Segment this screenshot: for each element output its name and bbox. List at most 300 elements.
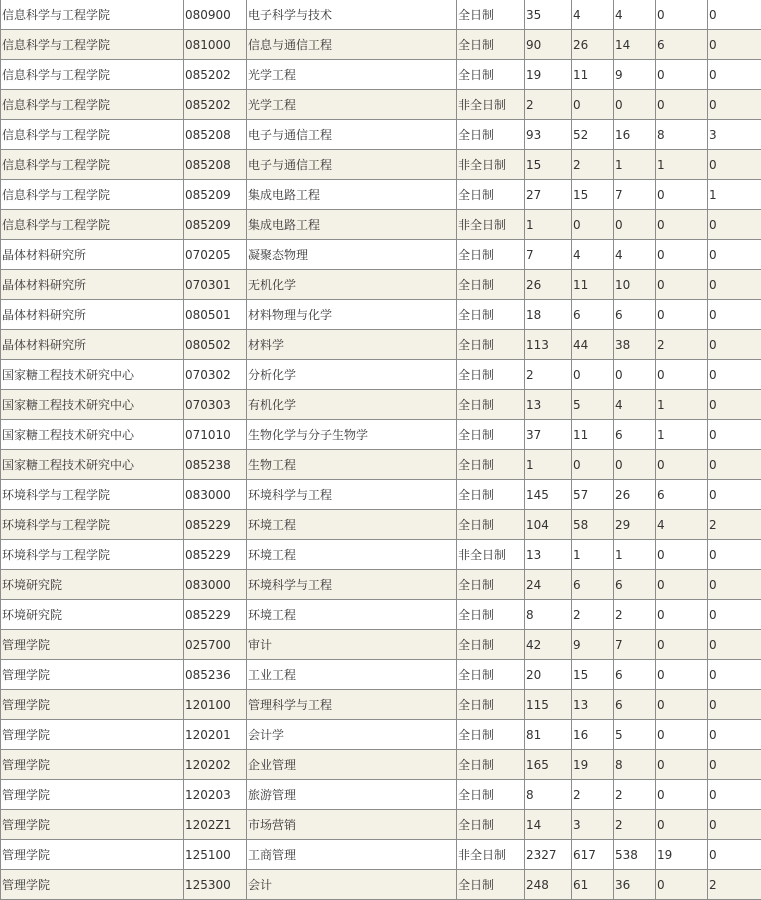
table-body — [1, 0, 761, 900]
count-cell-3: 4 — [614, 240, 656, 270]
count-cell-3: 5 — [614, 720, 656, 750]
table-row — [1, 120, 761, 150]
study-mode-cell: 全日制 — [457, 240, 525, 270]
major-name-cell: 环境科学与工程 — [247, 480, 457, 510]
count-cell-1: 1 — [525, 210, 572, 240]
count-cell-5: 0 — [708, 540, 761, 570]
major-name-cell: 生物工程 — [247, 450, 457, 480]
major-code-cell: 125100 — [184, 840, 247, 870]
count-cell-3: 36 — [614, 870, 656, 900]
count-cell-5: 0 — [708, 810, 761, 840]
study-mode-cell: 全日制 — [457, 300, 525, 330]
count-cell-2: 26 — [572, 30, 614, 60]
count-cell-4: 0 — [656, 780, 708, 810]
table-row — [1, 300, 761, 330]
college-cell: 信息科学与工程学院 — [1, 120, 184, 150]
count-cell-1: 7 — [525, 240, 572, 270]
study-mode-cell: 非全日制 — [457, 540, 525, 570]
study-mode-cell: 全日制 — [457, 270, 525, 300]
count-cell-2: 16 — [572, 720, 614, 750]
table-row — [1, 570, 761, 600]
count-cell-5: 0 — [708, 60, 761, 90]
count-cell-5: 0 — [708, 630, 761, 660]
major-code-cell: 025700 — [184, 630, 247, 660]
count-cell-2: 6 — [572, 300, 614, 330]
major-code-cell: 120203 — [184, 780, 247, 810]
college-cell: 信息科学与工程学院 — [1, 210, 184, 240]
study-mode-cell: 全日制 — [457, 750, 525, 780]
count-cell-2: 44 — [572, 330, 614, 360]
count-cell-5: 0 — [708, 360, 761, 390]
table-row — [1, 540, 761, 570]
count-cell-3: 2 — [614, 780, 656, 810]
count-cell-1: 27 — [525, 180, 572, 210]
count-cell-5: 0 — [708, 480, 761, 510]
major-code-cell: 083000 — [184, 480, 247, 510]
count-cell-3: 10 — [614, 270, 656, 300]
study-mode-cell: 全日制 — [457, 780, 525, 810]
major-code-cell: 085229 — [184, 540, 247, 570]
major-name-cell: 市场营销 — [247, 810, 457, 840]
major-name-cell: 材料物理与化学 — [247, 300, 457, 330]
count-cell-3: 0 — [614, 360, 656, 390]
count-cell-5: 0 — [708, 690, 761, 720]
major-code-cell: 080502 — [184, 330, 247, 360]
major-code-cell: 085202 — [184, 90, 247, 120]
major-code-cell: 120100 — [184, 690, 247, 720]
count-cell-3: 38 — [614, 330, 656, 360]
major-code-cell: 085202 — [184, 60, 247, 90]
count-cell-4: 0 — [656, 60, 708, 90]
college-cell: 国家糖工程技术研究中心 — [1, 420, 184, 450]
table-row — [1, 660, 761, 690]
table-row — [1, 630, 761, 660]
college-cell: 国家糖工程技术研究中心 — [1, 450, 184, 480]
study-mode-cell: 全日制 — [457, 60, 525, 90]
count-cell-4: 1 — [656, 150, 708, 180]
count-cell-3: 26 — [614, 480, 656, 510]
count-cell-2: 617 — [572, 840, 614, 870]
study-mode-cell: 全日制 — [457, 420, 525, 450]
count-cell-4: 0 — [656, 360, 708, 390]
count-cell-2: 11 — [572, 60, 614, 90]
major-code-cell: 085229 — [184, 600, 247, 630]
count-cell-4: 19 — [656, 840, 708, 870]
count-cell-4: 0 — [656, 180, 708, 210]
major-name-cell: 企业管理 — [247, 750, 457, 780]
count-cell-4: 0 — [656, 660, 708, 690]
count-cell-2: 15 — [572, 660, 614, 690]
study-mode-cell: 全日制 — [457, 390, 525, 420]
count-cell-4: 0 — [656, 750, 708, 780]
count-cell-2: 15 — [572, 180, 614, 210]
table-row — [1, 720, 761, 750]
major-code-cell: 070302 — [184, 360, 247, 390]
study-mode-cell: 全日制 — [457, 0, 525, 30]
count-cell-4: 0 — [656, 720, 708, 750]
college-cell: 管理学院 — [1, 630, 184, 660]
college-cell: 信息科学与工程学院 — [1, 180, 184, 210]
count-cell-3: 29 — [614, 510, 656, 540]
table-row — [1, 450, 761, 480]
count-cell-1: 13 — [525, 390, 572, 420]
count-cell-2: 4 — [572, 240, 614, 270]
major-code-cell: 080501 — [184, 300, 247, 330]
count-cell-1: 145 — [525, 480, 572, 510]
major-name-cell: 环境工程 — [247, 540, 457, 570]
count-cell-4: 8 — [656, 120, 708, 150]
count-cell-1: 42 — [525, 630, 572, 660]
count-cell-4: 0 — [656, 270, 708, 300]
college-cell: 环境科学与工程学院 — [1, 510, 184, 540]
study-mode-cell: 全日制 — [457, 360, 525, 390]
count-cell-4: 0 — [656, 300, 708, 330]
college-cell: 管理学院 — [1, 660, 184, 690]
count-cell-1: 1 — [525, 450, 572, 480]
count-cell-4: 0 — [656, 570, 708, 600]
major-code-cell: 070303 — [184, 390, 247, 420]
count-cell-4: 0 — [656, 630, 708, 660]
count-cell-4: 4 — [656, 510, 708, 540]
major-code-cell: 1202Z1 — [184, 810, 247, 840]
major-code-cell: 085229 — [184, 510, 247, 540]
table-row — [1, 240, 761, 270]
count-cell-1: 2327 — [525, 840, 572, 870]
major-code-cell: 085208 — [184, 120, 247, 150]
count-cell-5: 0 — [708, 330, 761, 360]
count-cell-5: 1 — [708, 180, 761, 210]
count-cell-2: 0 — [572, 210, 614, 240]
major-name-cell: 集成电路工程 — [247, 210, 457, 240]
count-cell-3: 538 — [614, 840, 656, 870]
count-cell-4: 6 — [656, 30, 708, 60]
study-mode-cell: 非全日制 — [457, 840, 525, 870]
count-cell-3: 16 — [614, 120, 656, 150]
study-mode-cell: 非全日制 — [457, 210, 525, 240]
major-code-cell: 125300 — [184, 870, 247, 900]
count-cell-3: 8 — [614, 750, 656, 780]
count-cell-2: 4 — [572, 0, 614, 30]
count-cell-5: 0 — [708, 0, 761, 30]
major-name-cell: 电子与通信工程 — [247, 150, 457, 180]
major-name-cell: 有机化学 — [247, 390, 457, 420]
college-cell: 信息科学与工程学院 — [1, 60, 184, 90]
table-row — [1, 180, 761, 210]
count-cell-3: 14 — [614, 30, 656, 60]
major-code-cell: 085238 — [184, 450, 247, 480]
study-mode-cell: 全日制 — [457, 720, 525, 750]
major-code-cell: 120202 — [184, 750, 247, 780]
count-cell-4: 0 — [656, 90, 708, 120]
study-mode-cell: 全日制 — [457, 870, 525, 900]
count-cell-2: 19 — [572, 750, 614, 780]
count-cell-3: 4 — [614, 0, 656, 30]
count-cell-4: 1 — [656, 390, 708, 420]
count-cell-1: 8 — [525, 600, 572, 630]
count-cell-3: 4 — [614, 390, 656, 420]
college-cell: 管理学院 — [1, 690, 184, 720]
table-row — [1, 0, 761, 30]
count-cell-1: 104 — [525, 510, 572, 540]
count-cell-3: 2 — [614, 810, 656, 840]
count-cell-5: 0 — [708, 780, 761, 810]
study-mode-cell: 全日制 — [457, 480, 525, 510]
college-cell: 信息科学与工程学院 — [1, 150, 184, 180]
count-cell-1: 115 — [525, 690, 572, 720]
count-cell-5: 2 — [708, 510, 761, 540]
count-cell-2: 9 — [572, 630, 614, 660]
count-cell-1: 14 — [525, 810, 572, 840]
count-cell-1: 90 — [525, 30, 572, 60]
count-cell-5: 0 — [708, 210, 761, 240]
study-mode-cell: 全日制 — [457, 660, 525, 690]
major-name-cell: 信息与通信工程 — [247, 30, 457, 60]
count-cell-4: 0 — [656, 870, 708, 900]
college-cell: 环境科学与工程学院 — [1, 540, 184, 570]
study-mode-cell: 非全日制 — [457, 90, 525, 120]
count-cell-3: 6 — [614, 300, 656, 330]
table-row — [1, 870, 761, 900]
study-mode-cell: 全日制 — [457, 30, 525, 60]
count-cell-1: 37 — [525, 420, 572, 450]
count-cell-1: 2 — [525, 360, 572, 390]
count-cell-3: 1 — [614, 150, 656, 180]
study-mode-cell: 全日制 — [457, 690, 525, 720]
major-code-cell: 085209 — [184, 210, 247, 240]
count-cell-3: 0 — [614, 90, 656, 120]
table-row — [1, 600, 761, 630]
major-name-cell: 审计 — [247, 630, 457, 660]
table-row — [1, 780, 761, 810]
count-cell-4: 1 — [656, 420, 708, 450]
college-cell: 晶体材料研究所 — [1, 330, 184, 360]
college-cell: 管理学院 — [1, 840, 184, 870]
table-row — [1, 510, 761, 540]
table-row — [1, 60, 761, 90]
college-cell: 环境科学与工程学院 — [1, 480, 184, 510]
count-cell-4: 0 — [656, 600, 708, 630]
count-cell-2: 58 — [572, 510, 614, 540]
table-row — [1, 210, 761, 240]
count-cell-2: 2 — [572, 150, 614, 180]
count-cell-1: 18 — [525, 300, 572, 330]
major-code-cell: 080900 — [184, 0, 247, 30]
major-name-cell: 工商管理 — [247, 840, 457, 870]
major-name-cell: 电子科学与技术 — [247, 0, 457, 30]
count-cell-4: 0 — [656, 540, 708, 570]
count-cell-3: 6 — [614, 420, 656, 450]
count-cell-5: 0 — [708, 450, 761, 480]
major-name-cell: 光学工程 — [247, 60, 457, 90]
count-cell-1: 93 — [525, 120, 572, 150]
count-cell-1: 81 — [525, 720, 572, 750]
count-cell-1: 113 — [525, 330, 572, 360]
major-code-cell: 081000 — [184, 30, 247, 60]
count-cell-5: 0 — [708, 300, 761, 330]
table-row — [1, 30, 761, 60]
major-name-cell: 管理科学与工程 — [247, 690, 457, 720]
table-row — [1, 150, 761, 180]
count-cell-5: 0 — [708, 660, 761, 690]
study-mode-cell: 全日制 — [457, 510, 525, 540]
count-cell-5: 0 — [708, 720, 761, 750]
major-name-cell: 旅游管理 — [247, 780, 457, 810]
count-cell-4: 0 — [656, 210, 708, 240]
college-cell: 环境研究院 — [1, 600, 184, 630]
count-cell-2: 61 — [572, 870, 614, 900]
count-cell-1: 8 — [525, 780, 572, 810]
count-cell-5: 0 — [708, 30, 761, 60]
college-cell: 环境研究院 — [1, 570, 184, 600]
study-mode-cell: 全日制 — [457, 570, 525, 600]
major-name-cell: 环境工程 — [247, 600, 457, 630]
major-name-cell: 环境工程 — [247, 510, 457, 540]
count-cell-3: 1 — [614, 540, 656, 570]
study-mode-cell: 全日制 — [457, 330, 525, 360]
major-name-cell: 无机化学 — [247, 270, 457, 300]
count-cell-1: 20 — [525, 660, 572, 690]
count-cell-2: 2 — [572, 780, 614, 810]
college-cell: 管理学院 — [1, 780, 184, 810]
count-cell-3: 9 — [614, 60, 656, 90]
table-row — [1, 330, 761, 360]
count-cell-4: 0 — [656, 240, 708, 270]
count-cell-5: 0 — [708, 600, 761, 630]
college-cell: 信息科学与工程学院 — [1, 90, 184, 120]
college-cell: 管理学院 — [1, 720, 184, 750]
college-cell: 信息科学与工程学院 — [1, 0, 184, 30]
count-cell-4: 0 — [656, 690, 708, 720]
table-row — [1, 90, 761, 120]
count-cell-2: 0 — [572, 450, 614, 480]
major-name-cell: 凝聚态物理 — [247, 240, 457, 270]
count-cell-2: 57 — [572, 480, 614, 510]
major-code-cell: 085208 — [184, 150, 247, 180]
count-cell-5: 0 — [708, 390, 761, 420]
count-cell-1: 13 — [525, 540, 572, 570]
count-cell-3: 2 — [614, 600, 656, 630]
college-cell: 晶体材料研究所 — [1, 240, 184, 270]
count-cell-3: 6 — [614, 660, 656, 690]
count-cell-2: 13 — [572, 690, 614, 720]
count-cell-5: 0 — [708, 420, 761, 450]
count-cell-4: 2 — [656, 330, 708, 360]
count-cell-2: 6 — [572, 570, 614, 600]
table-row — [1, 270, 761, 300]
major-name-cell: 光学工程 — [247, 90, 457, 120]
count-cell-5: 0 — [708, 240, 761, 270]
table-row — [1, 360, 761, 390]
count-cell-2: 0 — [572, 360, 614, 390]
count-cell-4: 6 — [656, 480, 708, 510]
major-code-cell: 120201 — [184, 720, 247, 750]
count-cell-1: 248 — [525, 870, 572, 900]
count-cell-5: 0 — [708, 150, 761, 180]
count-cell-3: 0 — [614, 450, 656, 480]
table-row — [1, 750, 761, 780]
count-cell-2: 1 — [572, 540, 614, 570]
table-row — [1, 690, 761, 720]
count-cell-5: 0 — [708, 840, 761, 870]
count-cell-1: 2 — [525, 90, 572, 120]
count-cell-2: 3 — [572, 810, 614, 840]
college-cell: 信息科学与工程学院 — [1, 30, 184, 60]
major-code-cell: 083000 — [184, 570, 247, 600]
major-name-cell: 会计 — [247, 870, 457, 900]
count-cell-4: 0 — [656, 0, 708, 30]
count-cell-3: 6 — [614, 570, 656, 600]
table-row — [1, 840, 761, 870]
college-cell: 晶体材料研究所 — [1, 300, 184, 330]
study-mode-cell: 全日制 — [457, 630, 525, 660]
count-cell-4: 0 — [656, 810, 708, 840]
major-code-cell: 085236 — [184, 660, 247, 690]
count-cell-5: 0 — [708, 270, 761, 300]
major-code-cell: 085209 — [184, 180, 247, 210]
college-cell: 国家糖工程技术研究中心 — [1, 390, 184, 420]
count-cell-3: 0 — [614, 210, 656, 240]
major-code-cell: 070205 — [184, 240, 247, 270]
major-name-cell: 集成电路工程 — [247, 180, 457, 210]
count-cell-1: 19 — [525, 60, 572, 90]
study-mode-cell: 非全日制 — [457, 150, 525, 180]
count-cell-2: 52 — [572, 120, 614, 150]
study-mode-cell: 全日制 — [457, 120, 525, 150]
count-cell-5: 0 — [708, 90, 761, 120]
count-cell-3: 7 — [614, 630, 656, 660]
study-mode-cell: 全日制 — [457, 600, 525, 630]
major-name-cell: 电子与通信工程 — [247, 120, 457, 150]
major-name-cell: 生物化学与分子生物学 — [247, 420, 457, 450]
count-cell-2: 2 — [572, 600, 614, 630]
study-mode-cell: 全日制 — [457, 180, 525, 210]
major-code-cell: 071010 — [184, 420, 247, 450]
count-cell-1: 24 — [525, 570, 572, 600]
count-cell-2: 11 — [572, 270, 614, 300]
major-name-cell: 材料学 — [247, 330, 457, 360]
count-cell-1: 165 — [525, 750, 572, 780]
count-cell-3: 7 — [614, 180, 656, 210]
major-name-cell: 工业工程 — [247, 660, 457, 690]
count-cell-2: 11 — [572, 420, 614, 450]
count-cell-5: 0 — [708, 570, 761, 600]
major-code-cell: 070301 — [184, 270, 247, 300]
count-cell-5: 0 — [708, 750, 761, 780]
college-cell: 管理学院 — [1, 810, 184, 840]
count-cell-4: 0 — [656, 450, 708, 480]
count-cell-1: 35 — [525, 0, 572, 30]
table-row — [1, 480, 761, 510]
college-cell: 管理学院 — [1, 870, 184, 900]
college-cell: 晶体材料研究所 — [1, 270, 184, 300]
study-mode-cell: 全日制 — [457, 810, 525, 840]
count-cell-5: 2 — [708, 870, 761, 900]
college-cell: 国家糖工程技术研究中心 — [1, 360, 184, 390]
major-name-cell: 环境科学与工程 — [247, 570, 457, 600]
table-row — [1, 420, 761, 450]
study-mode-cell: 全日制 — [457, 450, 525, 480]
count-cell-1: 26 — [525, 270, 572, 300]
major-name-cell: 分析化学 — [247, 360, 457, 390]
college-cell: 管理学院 — [1, 750, 184, 780]
table-row — [1, 390, 761, 420]
count-cell-2: 0 — [572, 90, 614, 120]
count-cell-5: 3 — [708, 120, 761, 150]
count-cell-1: 15 — [525, 150, 572, 180]
major-name-cell: 会计学 — [247, 720, 457, 750]
table-row — [1, 810, 761, 840]
count-cell-2: 5 — [572, 390, 614, 420]
